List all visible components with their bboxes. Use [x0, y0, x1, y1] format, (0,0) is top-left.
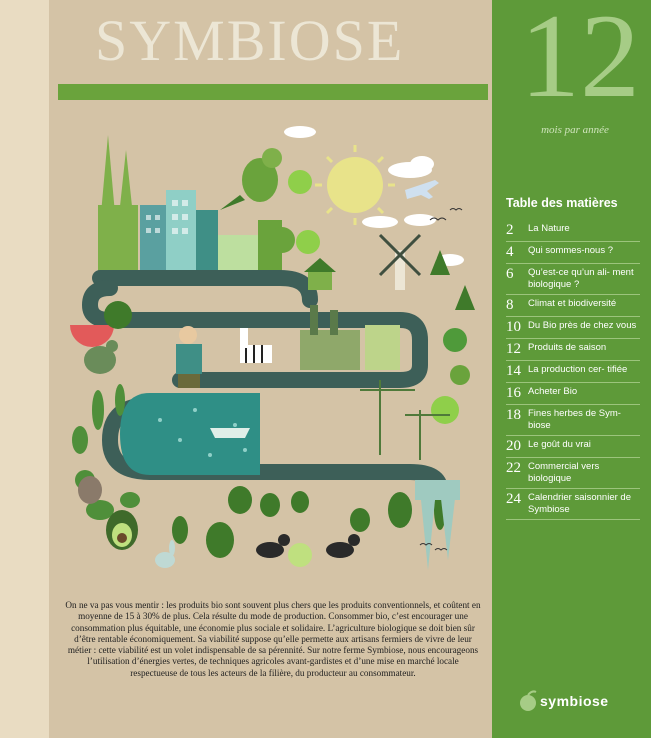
- apple-icon: [296, 230, 320, 254]
- toc-item-label: Qui sommes-nous ?: [528, 245, 614, 256]
- toc-item-label: La Nature: [528, 223, 570, 234]
- toc-item[interactable]: [506, 489, 640, 520]
- avocado-icon: [106, 510, 138, 550]
- toc-item[interactable]: [506, 339, 640, 361]
- sun-icon: [315, 145, 395, 225]
- trees-right: [430, 250, 475, 424]
- dog-icon: [326, 534, 360, 558]
- toc-heading: Table des matières: [506, 196, 618, 210]
- toc-page-number: 14: [506, 363, 521, 379]
- apple-icon: [288, 170, 312, 194]
- toc-item-label: Produits de saison: [528, 342, 607, 353]
- toc-page-number: 8: [506, 297, 514, 313]
- toc-item-label: Du Bio près de chez vous: [528, 320, 637, 331]
- toc-item[interactable]: [506, 436, 640, 458]
- lake: [120, 393, 260, 475]
- windmill-icon: [380, 235, 420, 290]
- toc-item[interactable]: [506, 264, 640, 295]
- toc-page-number: 4: [506, 244, 514, 260]
- toc-item[interactable]: [506, 242, 640, 264]
- toc-page-number: 16: [506, 385, 521, 401]
- toc-item[interactable]: [506, 458, 640, 489]
- toc-item-label: La production cer- tifiée: [528, 364, 628, 375]
- toc-item-label: Le goût du vrai: [528, 439, 591, 450]
- toc-item-label: Commercial vers biologique: [528, 461, 600, 484]
- toc-item-label: Climat et biodiversité: [528, 298, 617, 309]
- page-title: SYMBIOSE: [95, 8, 405, 73]
- toc-item[interactable]: [506, 295, 640, 317]
- toc-page-number: 18: [506, 407, 521, 423]
- toc-item[interactable]: [506, 317, 640, 339]
- table-of-contents: [506, 220, 640, 520]
- zebra-icon: [240, 328, 272, 363]
- toc-item[interactable]: [506, 220, 640, 242]
- house-icon: [304, 258, 336, 290]
- issue-subtitle: mois par année: [541, 124, 609, 136]
- farmer-figure: [176, 326, 202, 388]
- intro-paragraph: On ne va pas vous mentir : les produits bio sont souvent plus chers que les produits conventionnels, et coûtent en moyenne de 15 à 30% de plus. Cela résulte du mode de production. Consommer bio, c’est encourager une consommation plus équitable, une économie plus sociale et solidaire. L’agriculture biologique se doit bien sûr d’être rentable économiquement. Sa viabilité suppose qu’elle permette aux artisans fermiers de vivre de leur métier : cette viabilité est un volet indispensable de sa pérennité. Sur notre ferme Symbiose, nous encourageons l’utilisation d’énergies vertes, de techniques agricoles avant-gardistes et d’une mise en marché locale respectueuse de tous les acteurs de la filière, du producteur au consommateur.: [65, 600, 481, 678]
- dog-icon: [256, 534, 290, 558]
- apple-icon: [269, 227, 295, 253]
- rabbit-icon: [155, 540, 175, 568]
- toc-page-number: 2: [506, 222, 514, 238]
- melon-icon: [104, 301, 132, 329]
- toc-item[interactable]: [506, 405, 640, 436]
- logo-text: symbiose: [540, 693, 609, 709]
- title-accent-bar: [58, 84, 488, 100]
- toc-page-number: 10: [506, 319, 521, 335]
- toc-item[interactable]: [506, 383, 640, 405]
- airplane-icon: [405, 180, 439, 199]
- toc-page-number: 24: [506, 491, 521, 507]
- toc-item-label: Fines herbes de Sym- biose: [528, 408, 621, 431]
- toc-page-number: 6: [506, 266, 514, 282]
- city-buildings: [140, 190, 282, 275]
- toc-item[interactable]: [506, 361, 640, 383]
- squirrel-icon: [78, 476, 102, 504]
- toc-item-label: Calendrier saisonnier de Symbiose: [528, 492, 631, 515]
- toc-page-number: 20: [506, 438, 521, 454]
- bird-icon: [220, 148, 282, 210]
- issue-number: 12: [520, 0, 640, 122]
- left-margin-strip: [0, 0, 49, 738]
- apple-icon: [288, 543, 312, 567]
- toc-item-label: Acheter Bio: [528, 386, 578, 397]
- cathedral: [98, 135, 138, 275]
- toc-page-number: 12: [506, 341, 521, 357]
- eco-illustration: [60, 110, 490, 595]
- toc-page-number: 22: [506, 460, 521, 476]
- toc-item-label: Qu’est-ce qu’un ali- ment biologique ?: [528, 267, 634, 290]
